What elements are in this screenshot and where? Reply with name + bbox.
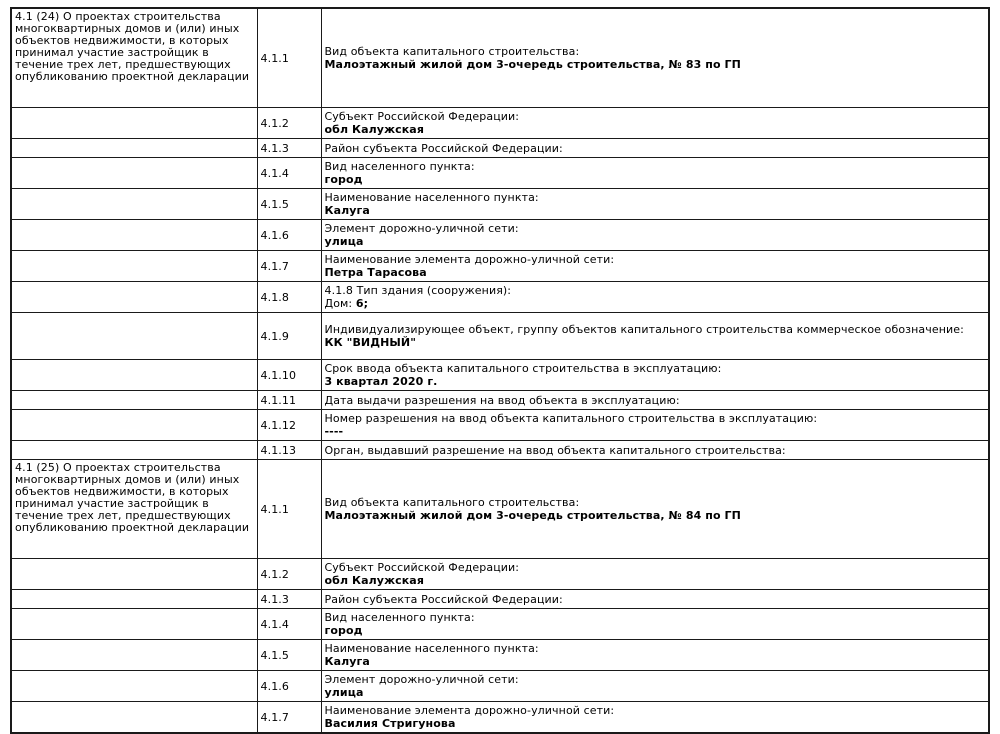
row-code-cell (257, 609, 321, 640)
field-label: Наименование элемента дорожно-уличной сети: (324, 253, 615, 266)
field-label: Орган, выдавший разрешение на ввод объекта капитального строительства: (324, 443, 786, 457)
field-label: Индивидуализирующее объект, группу объектов капитального строительства коммерческое обозначение: (324, 323, 964, 336)
table-row (11, 8, 989, 108)
section-description-cell (11, 158, 257, 189)
table-row (11, 410, 989, 441)
field-value: город (324, 173, 363, 186)
row-code-cell (257, 189, 321, 220)
field-value: Калуга (324, 655, 370, 668)
table-row (11, 391, 989, 410)
row-code: 4.1.2 (260, 567, 289, 581)
row-code-cell (257, 8, 321, 108)
field-value: обл Калужская (324, 123, 424, 136)
row-code-cell (257, 108, 321, 139)
field-label: Район субъекта Российской Федерации: (324, 592, 563, 606)
row-code: 4.1.12 (260, 418, 297, 432)
table-row (11, 609, 989, 640)
section-description-cell (11, 360, 257, 391)
field-value: город (324, 624, 363, 637)
row-content-cell (321, 640, 989, 671)
field-value: 3 квартал 2020 г. (324, 375, 438, 388)
section-label: 4.1 (24) О проектах строительства многоквартирных домов и (или) иных объектов недвижимости, в которых принимал участие застройщик в течение трех лет, предшествующих опубликованию проектной декларации (15, 10, 250, 83)
row-code: 4.1.2 (260, 116, 289, 130)
row-code-cell (257, 702, 321, 734)
section-description-cell (11, 251, 257, 282)
row-content-cell (321, 108, 989, 139)
row-code: 4.1.4 (260, 617, 289, 631)
row-content-cell (321, 251, 989, 282)
row-content-cell (321, 671, 989, 702)
row-code: 4.1.6 (260, 679, 289, 693)
row-code: 4.1.9 (260, 329, 289, 343)
field-label: Район субъекта Российской Федерации: (324, 141, 563, 155)
table-row (11, 559, 989, 590)
section-description-cell (11, 410, 257, 441)
table-row (11, 282, 989, 313)
section-description-cell (11, 108, 257, 139)
row-code: 4.1.10 (260, 368, 297, 382)
table-row (11, 108, 989, 139)
row-content-cell (321, 410, 989, 441)
row-code-cell (257, 391, 321, 410)
table-row (11, 671, 989, 702)
row-code-cell (257, 313, 321, 360)
field-value: ---- (324, 425, 344, 438)
row-code: 4.1.13 (260, 443, 297, 457)
section-description-cell (11, 220, 257, 251)
row-code: 4.1.7 (260, 710, 289, 724)
table-row (11, 251, 989, 282)
row-content-cell (321, 609, 989, 640)
field-label: Элемент дорожно-уличной сети: (324, 673, 519, 686)
section-description-cell (11, 313, 257, 360)
field-label: Номер разрешения на ввод объекта капитального строительства в эксплуатацию: (324, 412, 818, 425)
value-prefix: Дом: (324, 297, 356, 310)
row-code-cell (257, 460, 321, 559)
field-label: Субъект Российской Федерации: (324, 110, 520, 123)
field-label: Наименование населенного пункта: (324, 191, 539, 204)
field-value: КК "ВИДНЫЙ" (324, 336, 417, 349)
table-row (11, 590, 989, 609)
field-value: Малоэтажный жилой дом 3-очередь строительства, № 84 по ГП (324, 509, 741, 522)
row-content-cell (321, 460, 989, 559)
field-value: Петра Тарасова (324, 266, 427, 279)
table-row (11, 360, 989, 391)
row-code: 4.1.4 (260, 166, 289, 180)
row-code-cell (257, 220, 321, 251)
field-value: Василия Стригунова (324, 717, 456, 730)
row-code: 4.1.1 (260, 502, 289, 516)
field-label: 4.1.8 Тип здания (сооружения): (324, 284, 512, 297)
field-value: Калуга (324, 204, 370, 217)
field-value: Малоэтажный жилой дом 3-очередь строительства, № 83 по ГП (324, 58, 741, 71)
field-value (325, 297, 986, 310)
field-label: Вид населенного пункта: (324, 611, 475, 624)
table-row (11, 139, 989, 158)
row-code-cell (257, 671, 321, 702)
row-code: 4.1.1 (260, 51, 289, 65)
row-content-cell (321, 189, 989, 220)
section-description-cell (11, 8, 257, 108)
row-code: 4.1.7 (260, 259, 289, 273)
row-content-cell (321, 139, 989, 158)
table-row (11, 460, 989, 559)
field-label: Наименование населенного пункта: (324, 642, 539, 655)
row-code: 4.1.11 (260, 393, 297, 407)
row-code-cell (257, 282, 321, 313)
row-content-cell (321, 360, 989, 391)
row-content-cell (321, 313, 989, 360)
field-label: Элемент дорожно-уличной сети: (324, 222, 519, 235)
section-description-cell (11, 441, 257, 460)
table-row (11, 189, 989, 220)
field-value: улица (324, 235, 364, 248)
row-code: 4.1.8 (260, 290, 289, 304)
row-code: 4.1.5 (260, 648, 289, 662)
row-content-cell (321, 702, 989, 734)
row-code-cell (257, 559, 321, 590)
section-description-cell (11, 559, 257, 590)
table-row (11, 640, 989, 671)
section-description-cell (11, 640, 257, 671)
row-code-cell (257, 640, 321, 671)
row-content-cell (321, 559, 989, 590)
row-code: 4.1.5 (260, 197, 289, 211)
row-code: 4.1.6 (260, 228, 289, 242)
row-code-cell (257, 158, 321, 189)
project-declaration-table (10, 7, 990, 734)
section-description-cell (11, 702, 257, 734)
table-row (11, 702, 989, 734)
table-row (11, 158, 989, 189)
section-description-cell (11, 609, 257, 640)
row-content-cell (321, 8, 989, 108)
row-code: 4.1.3 (260, 141, 289, 155)
row-code-cell (257, 360, 321, 391)
field-label: Вид объекта капитального строительства: (324, 496, 580, 509)
field-label: Дата выдачи разрешения на ввод объекта в эксплуатацию: (324, 393, 680, 407)
row-content-cell (321, 282, 989, 313)
field-label: Вид населенного пункта: (324, 160, 475, 173)
section-description-cell (11, 139, 257, 158)
field-label: Вид объекта капитального строительства: (324, 45, 580, 58)
value-bold: 6; (355, 297, 369, 310)
row-code-cell (257, 251, 321, 282)
field-label: Субъект Российской Федерации: (324, 561, 520, 574)
field-label: Наименование элемента дорожно-уличной сети: (324, 704, 615, 717)
table-row (11, 441, 989, 460)
table-row (11, 220, 989, 251)
field-value: улица (324, 686, 364, 699)
section-description-cell (11, 460, 257, 559)
row-content-cell (321, 441, 989, 460)
row-code-cell (257, 139, 321, 158)
row-code-cell (257, 410, 321, 441)
section-description-cell (11, 671, 257, 702)
row-content-cell (321, 220, 989, 251)
row-code: 4.1.3 (260, 592, 289, 606)
section-description-cell (11, 391, 257, 410)
row-content-cell (321, 158, 989, 189)
section-description-cell (11, 282, 257, 313)
row-code-cell (257, 590, 321, 609)
section-label: 4.1 (25) О проектах строительства многоквартирных домов и (или) иных объектов недвижимости, в которых принимал участие застройщик в течение трех лет, предшествующих опубликованию проектной декларации (15, 461, 250, 534)
field-value: обл Калужская (324, 574, 424, 587)
section-description-cell (11, 590, 257, 609)
section-description-cell (11, 189, 257, 220)
row-content-cell (321, 590, 989, 609)
row-content-cell (321, 391, 989, 410)
row-code-cell (257, 441, 321, 460)
field-label: Срок ввода объекта капитального строительства в эксплуатацию: (324, 362, 722, 375)
table-row (11, 313, 989, 360)
